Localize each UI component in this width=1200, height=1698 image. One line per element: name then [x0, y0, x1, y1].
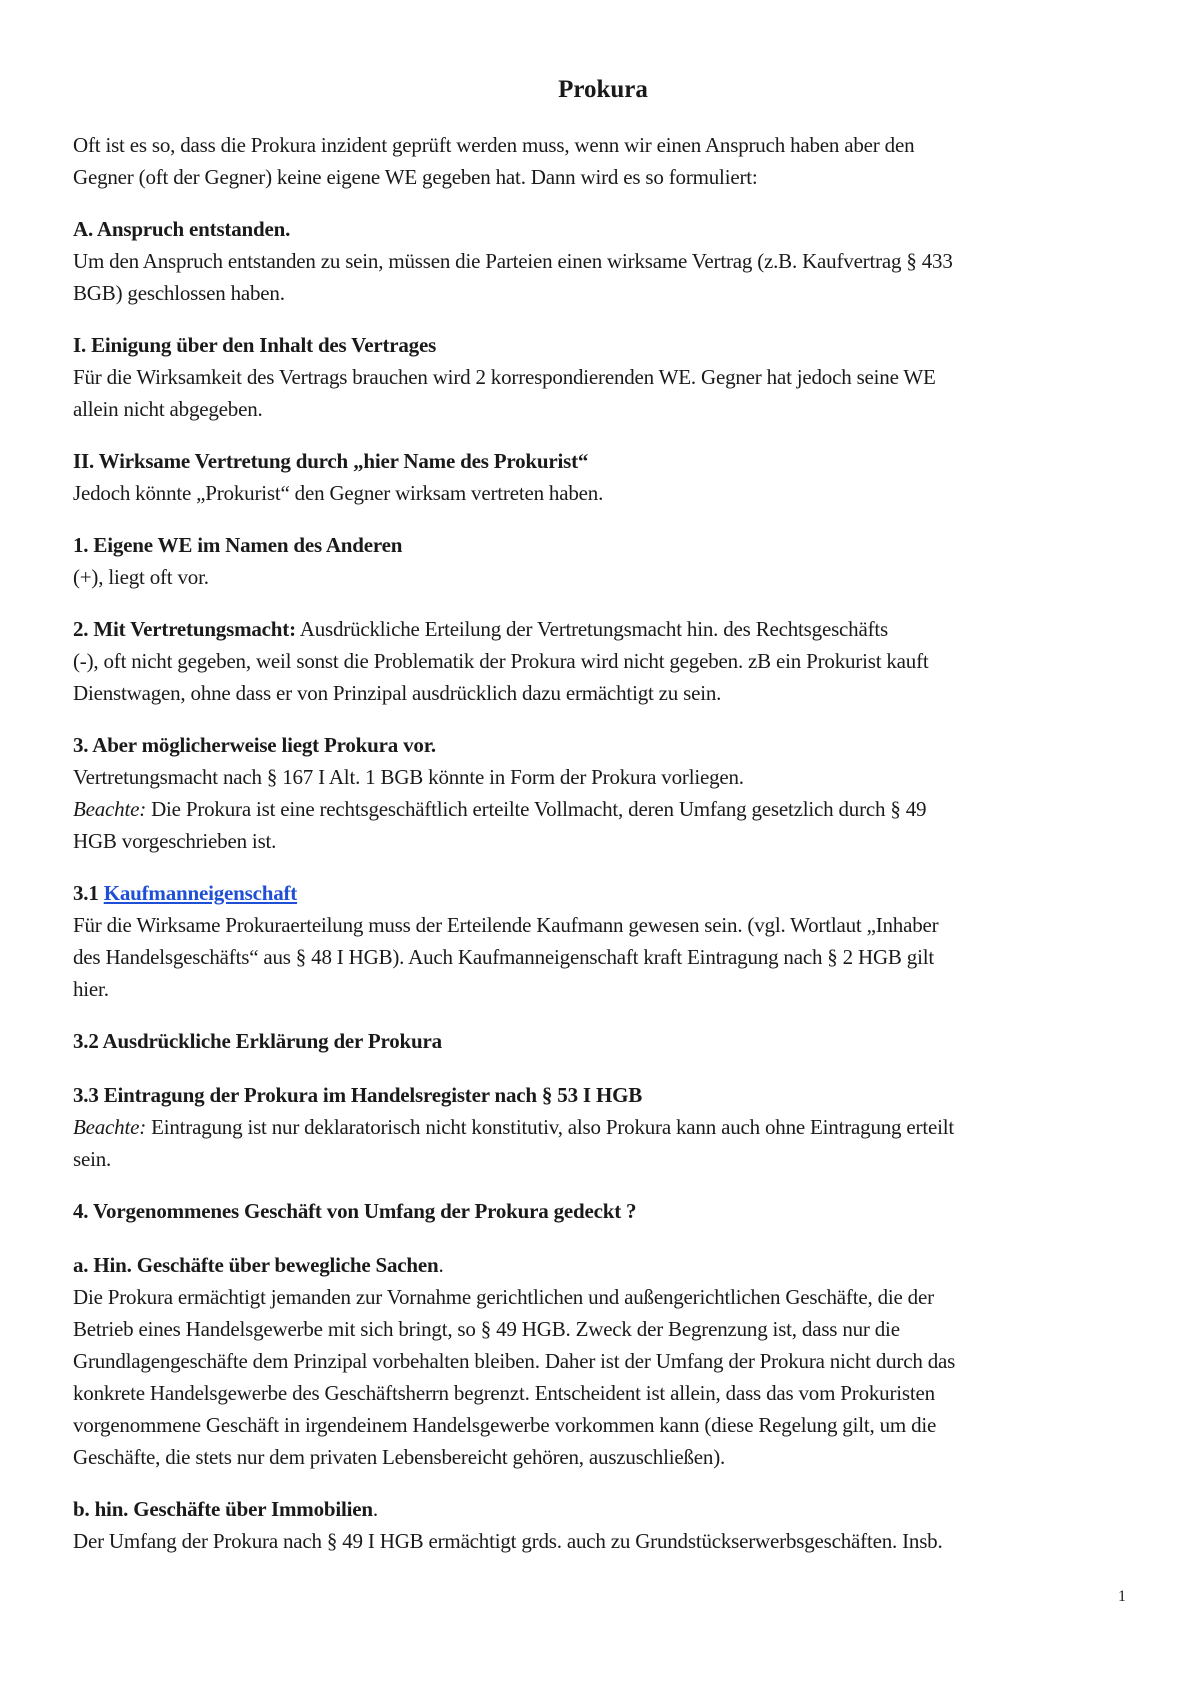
section-line: BGB) geschlossen haben. [73, 281, 285, 305]
section-heading [73, 877, 1133, 909]
section-line: (+), liegt oft vor. [73, 565, 209, 589]
section-first-line [73, 1249, 1133, 1281]
section-2 [73, 613, 1133, 709]
section-line: Der Umfang der Prokura nach § 49 I HGB ermächtigt grds. auch zu Grundstückserwerbsgeschäften. Insb. [73, 1529, 943, 1553]
section-line: Grundlagengeschäfte dem Prinzipal vorbehalten bleiben. Daher ist der Umfang der Prokura nicht durch das [73, 1349, 956, 1373]
page-number: 1 [1118, 1588, 1126, 1605]
kaufmanneigenschaft-link[interactable]: Kaufmanneigenschaft [103, 881, 298, 905]
section-3-2 [73, 1025, 1133, 1057]
intro-line: Oft ist es so, dass die Prokura inzident geprüft werden muss, wenn wir einen Anspruch haben aber den [73, 133, 915, 157]
section-heading: a. Hin. Geschäfte über bewegliche Sachen [73, 1253, 439, 1277]
section-line: Für die Wirksame Prokuraerteilung muss der Erteilende Kaufmann gewesen sein. (vgl. Wortlaut „Inhaber [73, 913, 939, 937]
note-text: Die Prokura ist eine rechtsgeschäftlich erteilte Vollmacht, deren Umfang gesetzlich durch § 49 [146, 797, 927, 821]
section-line: (-), oft nicht gegeben, weil sonst die Problematik der Prokura wird nicht gegeben. zB ein Prokurist kauft [73, 649, 929, 673]
section-line: Vertretungsmacht nach § 167 I Alt. 1 BGB könnte in Form der Prokura vorliegen. [73, 765, 744, 789]
section-b-immobilien [73, 1493, 1133, 1557]
section-first-line [73, 1493, 1133, 1525]
section-heading: II. Wirksame Vertretung durch „hier Name des Prokurist“ [73, 449, 589, 473]
section-line: Geschäfte, die stets nur dem privaten Lebensbereicht gehören, auszuschließen). [73, 1445, 726, 1469]
section-heading-tail: . [372, 1497, 378, 1521]
section-heading-tail: . [438, 1253, 444, 1277]
section-line: Die Prokura ermächtigt jemanden zur Vornahme gerichtlichen und außengerichtlichen Geschäfte, die der [73, 1285, 934, 1309]
note-text: Eintragung ist nur deklaratorisch nicht konstitutiv, also Prokura kann auch ohne Eintragung erteilt [146, 1115, 954, 1139]
section-heading: A. Anspruch entstanden. [73, 217, 291, 241]
section-line: des Handelsgeschäfts“ aus § 48 I HGB). Auch Kaufmanneigenschaft kraft Eintragung nach § 2 HGB gilt [73, 945, 934, 969]
section-3-1 [73, 877, 1133, 1005]
section-line: konkrete Handelsgewerbe des Geschäftsherrn begrenzt. Entscheident ist allein, dass das vom Prokuristen [73, 1381, 935, 1405]
section-first-line [73, 613, 1133, 645]
section-line: allein nicht abgegeben. [73, 397, 263, 421]
section-line: HGB vorgeschrieben ist. [73, 829, 277, 853]
section-heading: 3. Aber möglicherweise liegt Prokura vor. [73, 733, 436, 757]
section-heading: 1. Eigene WE im Namen des Anderen [73, 533, 403, 557]
section-ii [73, 445, 1133, 509]
section-heading: 3.3 Eintragung der Prokura im Handelsregister nach § 53 I HGB [73, 1083, 643, 1107]
intro-line: Gegner (oft der Gegner) keine eigene WE gegeben hat. Dann wird es so formuliert: [73, 165, 758, 189]
section-heading: I. Einigung über den Inhalt des Vertrages [73, 333, 437, 357]
document-title: Prokura [558, 76, 648, 103]
section-line: Dienstwagen, ohne dass er von Prinzipal ausdrücklich dazu ermächtigt zu sein. [73, 681, 722, 705]
section-heading-rest: Ausdrückliche Erteilung der Vertretungsmacht hin. des Rechtsgeschäfts [295, 617, 888, 641]
section-line: vorgenommene Geschäft in irgendeinem Handelsgewerbe vorkommen kann (diese Regelung gilt, um die [73, 1413, 937, 1437]
section-line: Betrieb eines Handelsgewerbe mit sich bringt, so § 49 HGB. Zweck der Begrenzung ist, dass nur die [73, 1317, 900, 1341]
section-line: hier. [73, 977, 109, 1001]
section-a-movables [73, 1249, 1133, 1473]
section-line: Jedoch könnte „Prokurist“ den Gegner wirksam vertreten haben. [73, 481, 604, 505]
note-label: Beachte: [73, 1115, 147, 1139]
note-line [73, 793, 1133, 825]
section-line: sein. [73, 1147, 112, 1171]
section-heading: 3.2 Ausdrückliche Erklärung der Prokura [73, 1029, 442, 1053]
section-heading: 4. Vorgenommenes Geschäft von Umfang der Prokura gedeckt ? [73, 1199, 637, 1223]
section-heading: b. hin. Geschäfte über Immobilien [73, 1497, 373, 1521]
section-3 [73, 729, 1133, 857]
section-i [73, 329, 1133, 425]
section-heading: 2. Mit Vertretungsmacht: [73, 617, 296, 641]
section-4 [73, 1195, 1133, 1227]
intro-paragraph [73, 129, 1133, 193]
section-3-3 [73, 1079, 1133, 1175]
note-label: Beachte: [73, 797, 147, 821]
section-number: 3.1 [73, 881, 104, 905]
section-line: Um den Anspruch entstanden zu sein, müssen die Parteien einen wirksame Vertrag (z.B. Kaufvertrag § 433 [73, 249, 953, 273]
section-1 [73, 529, 1133, 593]
section-a [73, 213, 1133, 309]
note-line [73, 1111, 1133, 1143]
section-line: Für die Wirksamkeit des Vertrags brauchen wird 2 korrespondierenden WE. Gegner hat jedoch seine WE [73, 365, 936, 389]
